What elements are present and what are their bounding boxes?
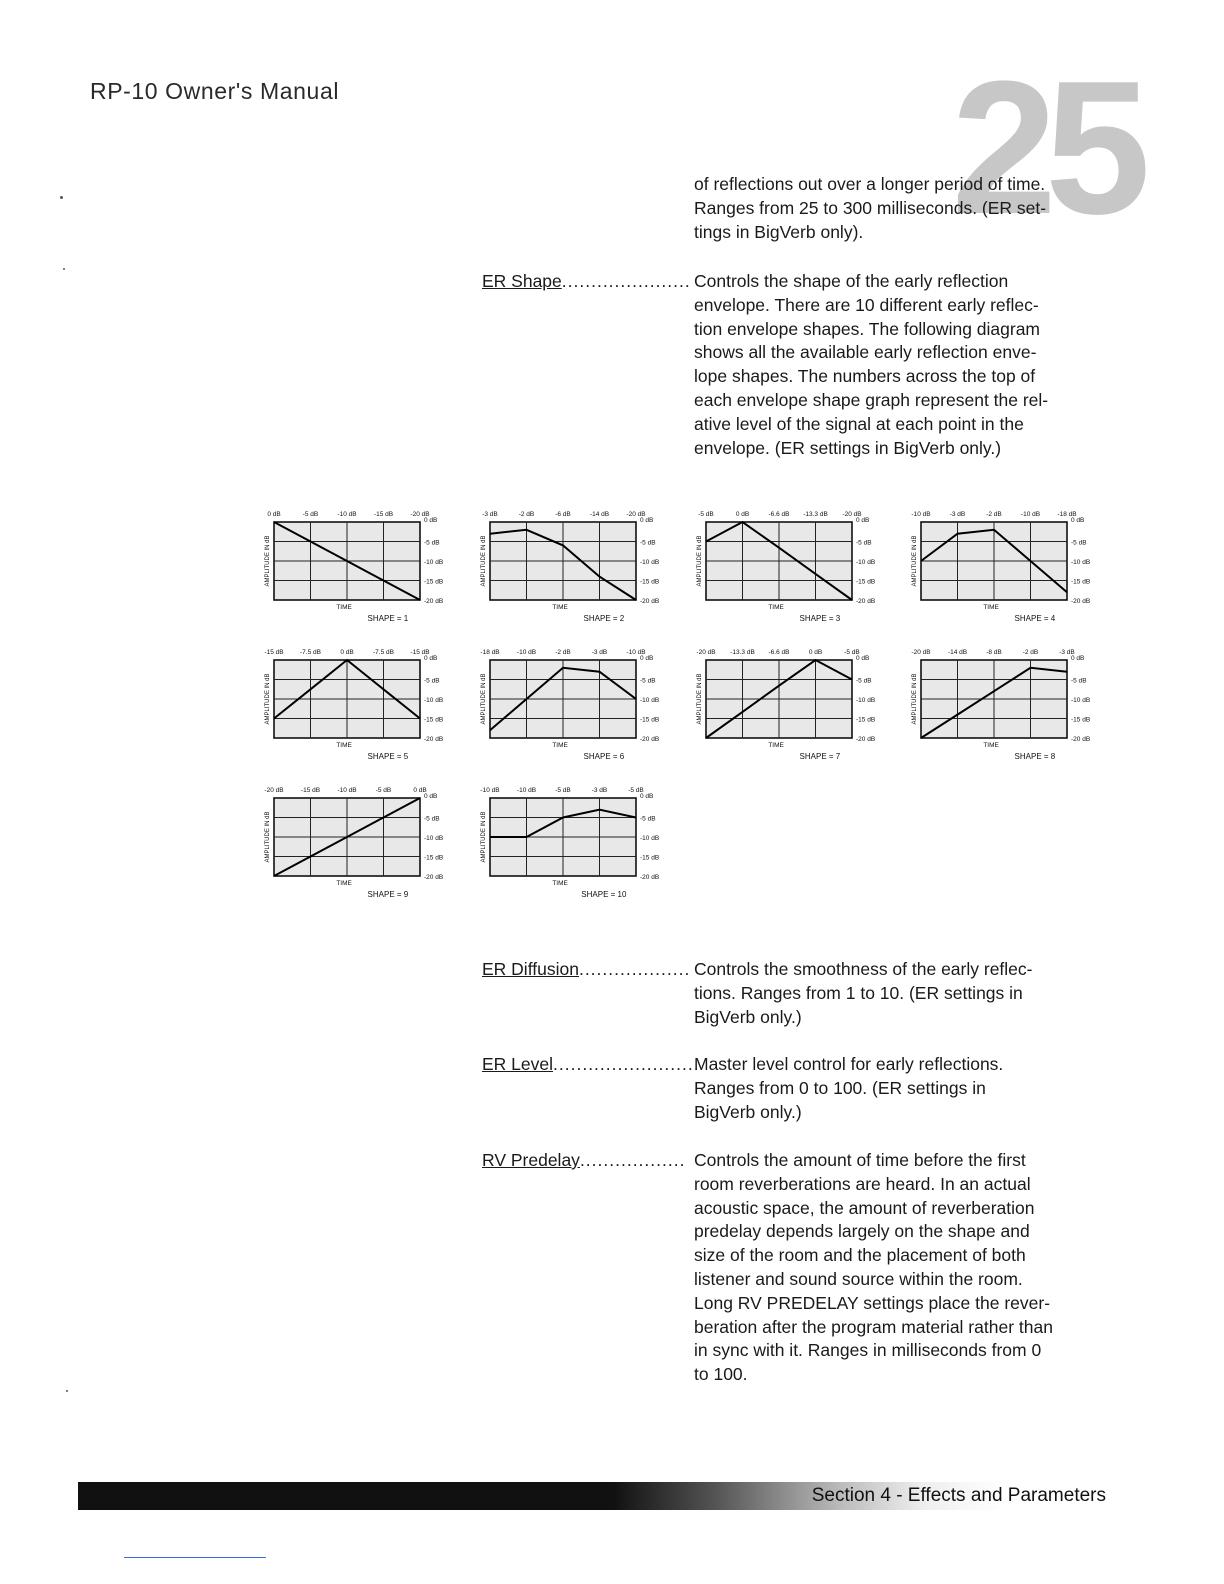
- point-label: -5 dB: [844, 649, 860, 656]
- leader-dots: ......................: [561, 271, 691, 291]
- point-label: -3 dB: [591, 649, 608, 656]
- point-label: 0 dB: [340, 649, 354, 656]
- point-label: -18 dB: [480, 649, 500, 656]
- text-line: room reverberations are heard. In an actual: [694, 1173, 1031, 1194]
- y-tick-label: 0 dB: [640, 655, 654, 662]
- text-line: of reflections out over a longer period of time.: [694, 174, 1046, 194]
- y-tick-label: -5 dB: [1071, 677, 1087, 685]
- y-tick-label: -15 dB: [424, 854, 444, 862]
- y-tick-label: -10 dB: [640, 835, 660, 842]
- y-tick-label: -20 dB: [640, 874, 660, 881]
- shape-chart-5: [258, 643, 463, 768]
- point-label: -2 dB: [518, 511, 535, 518]
- text-line: acoustic space, the amount of reverberation: [694, 1197, 1035, 1218]
- point-label: -20 dB: [696, 649, 716, 656]
- text-line: tions. Ranges from 1 to 10. (ER settings in: [694, 982, 1023, 1003]
- y-tick-label: 0 dB: [856, 517, 870, 524]
- text-line: in sync with it. Ranges in milliseconds from 0: [694, 1340, 1042, 1361]
- y-tick-label: -15 dB: [1071, 716, 1091, 724]
- y-tick-label: -15 dB: [856, 578, 876, 586]
- scan-speck: [66, 1390, 68, 1392]
- point-label: -6.6 dB: [768, 511, 790, 518]
- text-line: BigVerb only.): [694, 1101, 802, 1122]
- text-line: ative level of the signal at each point in the: [694, 413, 1024, 434]
- term-label: RV Predelay: [482, 1150, 580, 1170]
- point-label: -3 dB: [591, 787, 608, 794]
- point-label: -15 dB: [373, 511, 394, 518]
- y-tick-label: -20 dB: [1071, 598, 1091, 605]
- y-tick-label: -5 dB: [424, 677, 440, 685]
- point-label: -10 dB: [480, 787, 500, 794]
- y-axis-label: AMPLITUDE IN dB: [481, 673, 487, 725]
- scan-speck: [63, 268, 65, 270]
- point-label: -20 dB: [410, 511, 430, 518]
- y-tick-label: -20 dB: [1071, 736, 1091, 743]
- y-tick-label: 0 dB: [640, 517, 654, 524]
- x-axis-label: TIME: [336, 604, 352, 611]
- y-tick-label: -15 dB: [424, 716, 444, 724]
- point-label: 0 dB: [413, 787, 427, 794]
- y-tick-label: -15 dB: [640, 578, 660, 586]
- term-label: ER Level: [482, 1054, 554, 1074]
- text-line: Controls the smoothness of the early reflec-: [694, 959, 1033, 979]
- point-label: -3 dB: [949, 511, 966, 518]
- y-tick-label: -10 dB: [856, 559, 876, 566]
- y-tick-label: -15 dB: [1071, 578, 1091, 586]
- y-tick-label: -20 dB: [856, 598, 876, 605]
- blue-rule: [124, 1557, 266, 1558]
- intro-paragraph: [694, 173, 1114, 244]
- term-label: ER Shape: [482, 271, 562, 291]
- text-line: Ranges from 25 to 300 milliseconds. (ER set-: [694, 197, 1047, 218]
- point-label: -7.5 dB: [373, 649, 394, 656]
- shape-chart-4: [905, 505, 1110, 630]
- text-line: size of the room and the placement of both: [694, 1245, 1026, 1266]
- chart-title: SHAPE = 9: [367, 890, 409, 899]
- shape-chart-2: [474, 505, 679, 630]
- point-label: -14 dB: [589, 511, 610, 518]
- y-tick-label: -10 dB: [424, 697, 444, 704]
- point-label: -2 dB: [1022, 649, 1039, 656]
- term-label: ER Diffusion: [482, 959, 579, 979]
- leader-dots: ..................: [579, 1150, 686, 1170]
- term-er-shape: [482, 270, 691, 294]
- y-tick-label: -10 dB: [640, 697, 660, 704]
- point-label: -3 dB: [1059, 649, 1075, 656]
- leader-dots: ...................: [578, 959, 691, 979]
- y-tick-label: -20 dB: [640, 598, 660, 605]
- text-line: Master level control for early reflections.: [694, 1054, 1004, 1074]
- point-label: -15 dB: [300, 787, 321, 794]
- shape-chart-8: [905, 643, 1110, 768]
- description-er-diffusion: [694, 958, 1114, 1029]
- y-tick-label: -15 dB: [424, 578, 444, 586]
- y-tick-label: 0 dB: [424, 517, 438, 524]
- chart-title: SHAPE = 6: [583, 752, 625, 761]
- y-tick-label: -5 dB: [640, 677, 656, 685]
- y-tick-label: -10 dB: [856, 697, 876, 704]
- y-tick-label: 0 dB: [424, 793, 438, 800]
- point-label: -20 dB: [264, 787, 284, 794]
- y-tick-label: -20 dB: [424, 736, 444, 743]
- x-axis-label: TIME: [552, 880, 568, 887]
- text-line: to 100.: [694, 1364, 748, 1385]
- y-tick-label: -5 dB: [856, 677, 872, 685]
- text-line: envelope. There are 10 different early reflec-: [694, 294, 1039, 315]
- point-label: -10 dB: [911, 511, 931, 518]
- point-label: -5 dB: [302, 511, 319, 518]
- point-label: -13.3 dB: [730, 649, 755, 656]
- point-label: -5 dB: [375, 787, 392, 794]
- chart-title: SHAPE = 8: [1014, 752, 1056, 761]
- point-label: -10 dB: [337, 511, 357, 518]
- y-tick-label: 0 dB: [1071, 517, 1085, 524]
- point-label: -6.6 dB: [768, 649, 790, 656]
- y-axis-label: AMPLITUDE IN dB: [697, 535, 703, 587]
- y-tick-label: 0 dB: [1071, 655, 1085, 662]
- point-label: -10 dB: [1020, 511, 1041, 518]
- term-er-level: [482, 1053, 700, 1077]
- y-tick-label: -15 dB: [640, 716, 660, 724]
- x-axis-label: TIME: [552, 604, 568, 611]
- text-line: Controls the shape of the early reflection: [694, 271, 1009, 291]
- point-label: -6 dB: [555, 511, 571, 518]
- leader-dots: .........................: [553, 1054, 700, 1074]
- x-axis-label: TIME: [768, 604, 784, 611]
- point-label: -8 dB: [986, 649, 1002, 656]
- y-tick-label: -20 dB: [424, 874, 444, 881]
- chart-title: SHAPE = 10: [581, 890, 627, 899]
- manual-title: RP-10 Owner's Manual: [90, 78, 340, 104]
- chart-title: SHAPE = 3: [799, 614, 841, 623]
- text-line: tion envelope shapes. The following diagram: [694, 318, 1041, 339]
- point-label: -15 dB: [264, 649, 284, 656]
- scan-speck: [60, 196, 63, 199]
- point-label: -3 dB: [482, 511, 498, 518]
- y-axis-label: AMPLITUDE IN dB: [481, 535, 487, 587]
- point-label: -18 dB: [1057, 511, 1077, 518]
- text-line: listener and sound source within the room.: [694, 1268, 1023, 1289]
- chart-title: SHAPE = 4: [1014, 614, 1056, 623]
- y-tick-label: -10 dB: [424, 835, 444, 842]
- text-line: shows all the available early reflection enve-: [694, 342, 1037, 363]
- y-tick-label: -15 dB: [640, 854, 660, 862]
- text-line: tings in BigVerb only).: [694, 221, 864, 242]
- y-tick-label: -5 dB: [640, 815, 656, 823]
- x-axis-label: TIME: [983, 604, 999, 611]
- point-label: -15 dB: [410, 649, 430, 656]
- point-label: 0 dB: [735, 511, 750, 518]
- term-rv-predelay: [482, 1149, 685, 1173]
- point-label: -13.3 dB: [803, 511, 828, 518]
- y-axis-label: AMPLITUDE IN dB: [912, 673, 918, 725]
- y-tick-label: -20 dB: [856, 736, 876, 743]
- x-axis-label: TIME: [336, 742, 352, 749]
- y-tick-label: -5 dB: [424, 539, 440, 547]
- y-tick-label: -5 dB: [1071, 539, 1087, 547]
- point-label: -5 dB: [628, 787, 644, 794]
- shape-chart-9: [258, 781, 463, 906]
- y-axis-label: AMPLITUDE IN dB: [265, 673, 271, 725]
- text-line: lope shapes. The numbers across the top of: [694, 366, 1036, 387]
- y-tick-label: -10 dB: [1071, 697, 1091, 704]
- chart-title: SHAPE = 5: [367, 752, 409, 761]
- chart-title: SHAPE = 1: [367, 614, 409, 623]
- text-line: predelay depends largely on the shape and: [694, 1221, 1030, 1242]
- y-tick-label: -5 dB: [856, 539, 872, 547]
- y-axis-label: AMPLITUDE IN dB: [912, 535, 918, 587]
- y-tick-label: -5 dB: [424, 815, 440, 823]
- y-tick-label: -15 dB: [856, 716, 876, 724]
- description-rv-predelay: [694, 1149, 1114, 1387]
- y-axis-label: AMPLITUDE IN dB: [481, 811, 487, 863]
- page-number: 25: [951, 42, 1139, 254]
- chart-title: SHAPE = 7: [799, 752, 841, 761]
- y-tick-label: -20 dB: [424, 598, 444, 605]
- point-label: -7.5 dB: [300, 649, 321, 656]
- point-label: -10 dB: [337, 787, 357, 794]
- text-line: BigVerb only.): [694, 1006, 802, 1027]
- x-axis-label: TIME: [336, 880, 352, 887]
- x-axis-label: TIME: [983, 742, 999, 749]
- point-label: -10 dB: [626, 649, 646, 656]
- y-tick-label: -20 dB: [640, 736, 660, 743]
- x-axis-label: TIME: [552, 742, 568, 749]
- point-label: -20 dB: [626, 511, 646, 518]
- y-tick-label: 0 dB: [640, 793, 654, 800]
- x-axis-label: TIME: [768, 742, 784, 749]
- text-line: envelope. (ER settings in BigVerb only.): [694, 437, 1002, 458]
- text-line: Ranges from 0 to 100. (ER settings in: [694, 1077, 986, 1098]
- y-tick-label: -5 dB: [640, 539, 656, 547]
- description-er-level: [694, 1053, 1114, 1124]
- text-line: beration after the program material rather than: [694, 1316, 1053, 1337]
- y-axis-label: AMPLITUDE IN dB: [265, 535, 271, 587]
- description-er-shape: [694, 270, 1114, 460]
- shape-chart-3: [690, 505, 895, 630]
- point-label: -2 dB: [986, 511, 1002, 518]
- text-line: Long RV PREDELAY settings place the rever-: [694, 1292, 1051, 1313]
- y-tick-label: -10 dB: [424, 559, 444, 566]
- y-tick-label: 0 dB: [424, 655, 438, 662]
- shape-chart-1: [258, 505, 463, 630]
- shape-chart-7: [690, 643, 895, 768]
- y-axis-label: AMPLITUDE IN dB: [265, 811, 271, 863]
- term-er-diffusion: [482, 958, 690, 982]
- y-axis-label: AMPLITUDE IN dB: [697, 673, 703, 725]
- point-label: -2 dB: [555, 649, 571, 656]
- point-label: 0 dB: [267, 511, 281, 518]
- point-label: -5 dB: [698, 511, 714, 518]
- y-tick-label: 0 dB: [856, 655, 870, 662]
- shape-chart-6: [474, 643, 679, 768]
- chart-title: SHAPE = 2: [583, 614, 625, 623]
- text-line: each envelope shape graph represent the rel-: [694, 389, 1049, 410]
- footer-section-title: Section 4 - Effects and Parameters: [811, 1485, 1106, 1506]
- point-label: -10 dB: [516, 787, 537, 794]
- y-tick-label: -10 dB: [640, 559, 660, 566]
- y-tick-label: -10 dB: [1071, 559, 1091, 566]
- shape-chart-10: [474, 781, 679, 906]
- point-label: -10 dB: [516, 649, 537, 656]
- point-label: 0 dB: [808, 649, 823, 656]
- text-line: Controls the amount of time before the first: [694, 1150, 1026, 1170]
- point-label: -20 dB: [842, 511, 862, 518]
- point-label: -14 dB: [947, 649, 968, 656]
- point-label: -5 dB: [555, 787, 571, 794]
- point-label: -20 dB: [911, 649, 931, 656]
